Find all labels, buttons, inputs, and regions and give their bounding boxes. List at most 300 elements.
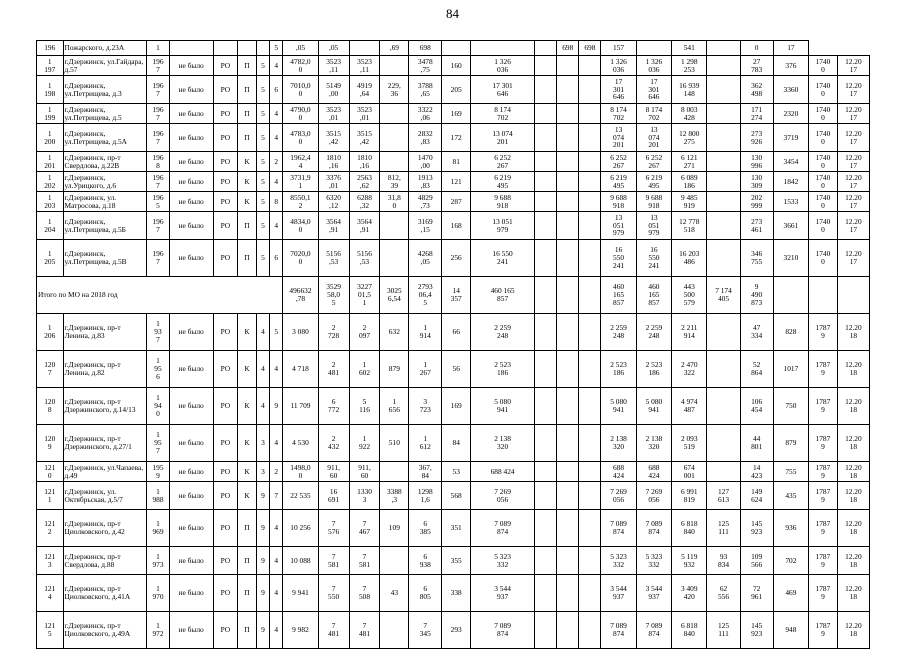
table-cell: 3169 ,15	[409, 212, 442, 240]
table-cell: 47 334	[740, 314, 773, 351]
table-cell: 9	[270, 388, 283, 425]
table-cell: 1787 9	[809, 547, 838, 575]
table-cell: 3523 ,01	[318, 104, 349, 124]
total-cell	[837, 277, 869, 314]
table-cell: 1 656	[380, 388, 409, 425]
table-cell: 4	[256, 388, 269, 425]
table-cell: 4	[270, 425, 283, 462]
table-cell: 120 9	[37, 425, 64, 462]
table-cell: 7 508	[349, 575, 380, 612]
table-row	[37, 240, 870, 277]
table-cell: 12.20 18	[837, 510, 869, 547]
address-cell: г.Дзержинск, ул. Октябрьская, д.5/7	[63, 482, 147, 510]
table-cell: 698	[579, 41, 601, 56]
table-cell	[535, 212, 557, 240]
table-cell	[579, 172, 601, 192]
table-cell: 7 089 874	[601, 612, 636, 649]
table-cell	[579, 314, 601, 351]
table-cell	[535, 547, 557, 575]
table-cell: 2 259 248	[471, 314, 535, 351]
table-row	[37, 41, 870, 56]
table-cell: 3661	[773, 212, 808, 240]
table-cell: 62 556	[707, 575, 740, 612]
table-cell: 568	[442, 482, 471, 510]
table-cell: не было	[169, 425, 213, 462]
table-cell: 27 783	[740, 56, 773, 76]
table-row	[37, 192, 870, 212]
table-cell: 1 326 036	[471, 56, 535, 76]
table-cell: 2 523 186	[601, 351, 636, 388]
table-cell	[380, 152, 409, 172]
table-cell: 7 345	[409, 612, 442, 649]
table-cell: 5 323 332	[636, 547, 671, 575]
table-cell: 196 5	[147, 192, 169, 212]
table-cell: К	[238, 462, 257, 482]
table-cell: 828	[773, 314, 808, 351]
table-cell: не было	[169, 462, 213, 482]
table-cell	[557, 104, 579, 124]
table-cell: 130 996	[740, 152, 773, 172]
address-cell: г.Дзержинск, ул.Петрищева, д.5Б	[63, 212, 147, 240]
table-cell: 5	[256, 240, 269, 277]
table-cell	[557, 314, 579, 351]
table-cell: 6 219 495	[471, 172, 535, 192]
table-cell: 121	[442, 172, 471, 192]
table-cell: 7 269 056	[636, 482, 671, 510]
table-cell: 3515 ,42	[349, 124, 380, 152]
table-cell: не было	[169, 152, 213, 172]
table-cell	[557, 425, 579, 462]
table-cell: 205	[442, 76, 471, 104]
table-cell: 12.20 18	[837, 351, 869, 388]
table-cell: 121 2	[37, 510, 64, 547]
table-cell: 6 219 495	[636, 172, 671, 192]
table-cell: 157	[601, 41, 636, 56]
table-cell: 10 256	[283, 510, 318, 547]
table-cell: 273 926	[740, 124, 773, 152]
total-cell: 460 165 857	[636, 277, 671, 314]
total-cell: 14 357	[442, 277, 471, 314]
table-cell: 541	[672, 41, 707, 56]
table-cell: 4	[270, 612, 283, 649]
table-cell: 14 423	[740, 462, 773, 482]
table-row	[37, 612, 870, 649]
table-cell: не было	[169, 314, 213, 351]
table-cell: 5	[256, 56, 269, 76]
table-cell: 5	[256, 212, 269, 240]
table-cell	[579, 152, 601, 172]
table-cell: 12.20 17	[837, 56, 869, 76]
table-cell	[557, 510, 579, 547]
table-cell: 121 4	[37, 575, 64, 612]
table-cell: 5	[256, 104, 269, 124]
table-cell: РО	[213, 124, 237, 152]
table-cell	[535, 482, 557, 510]
table-cell: 1740 0	[809, 104, 838, 124]
table-cell: 12.20 17	[837, 212, 869, 240]
table-cell: 5	[270, 41, 283, 56]
table-cell: К	[238, 314, 257, 351]
table-cell: 16 550 241	[601, 240, 636, 277]
table-cell: 2 093 519	[672, 425, 707, 462]
table-cell: 12.20 18	[837, 482, 869, 510]
total-cell: 9 490 873	[740, 277, 773, 314]
page-number: 84	[446, 6, 459, 21]
table-cell	[535, 124, 557, 152]
table-cell: П	[238, 547, 257, 575]
table-cell: 1533	[773, 192, 808, 212]
table-cell	[380, 612, 409, 649]
table-cell: 3 409 420	[672, 575, 707, 612]
table-cell	[380, 462, 409, 482]
table-cell: 1740 0	[809, 172, 838, 192]
table-cell: 7 581	[349, 547, 380, 575]
table-cell: 4	[270, 212, 283, 240]
table-cell: 171 274	[740, 104, 773, 124]
total-cell: 496632 ,78	[283, 277, 318, 314]
table-cell	[213, 41, 237, 56]
table-cell: 3564 ,91	[318, 212, 349, 240]
table-cell: 376	[773, 56, 808, 76]
table-cell: 4834,0 0	[283, 212, 318, 240]
table-cell: 9 982	[283, 612, 318, 649]
table-cell: 172	[442, 124, 471, 152]
table-cell: 8550,1 2	[283, 192, 318, 212]
table-cell: 3 544 937	[471, 575, 535, 612]
table-cell	[349, 41, 380, 56]
table-cell: 688 424	[636, 462, 671, 482]
table-cell: 4	[270, 547, 283, 575]
table-cell	[380, 56, 409, 76]
table-cell: 1 95 6	[147, 351, 169, 388]
table-cell: К	[238, 351, 257, 388]
table-cell	[557, 152, 579, 172]
table-cell: 12.20 18	[837, 547, 869, 575]
table-cell: 1787 9	[809, 388, 838, 425]
table-cell	[707, 425, 740, 462]
table-cell: 13 051 979	[471, 212, 535, 240]
table-cell: 160	[442, 56, 471, 76]
table-cell: 1 612	[409, 425, 442, 462]
table-cell: 1787 9	[809, 612, 838, 649]
table-cell: 6 121 271	[672, 152, 707, 172]
table-row	[37, 462, 870, 482]
table-cell	[579, 425, 601, 462]
table-cell: 1 201	[37, 152, 64, 172]
table-cell: 5 116	[349, 388, 380, 425]
table-cell	[707, 104, 740, 124]
table-cell: не было	[169, 612, 213, 649]
table-cell: 12 800 275	[672, 124, 707, 152]
table-cell: 12 778 518	[672, 212, 707, 240]
table-cell: 9 688 918	[636, 192, 671, 212]
table-cell	[380, 212, 409, 240]
table-cell: 7 467	[349, 510, 380, 547]
table-cell: РО	[213, 172, 237, 192]
table-cell: 3515 ,42	[318, 124, 349, 152]
table-cell: 2 523 186	[471, 351, 535, 388]
table-cell: 7 089 874	[636, 612, 671, 649]
table-cell: 66	[442, 314, 471, 351]
table-cell: не было	[169, 76, 213, 104]
table-cell: 1842	[773, 172, 808, 192]
table-cell: 6320 ,12	[318, 192, 349, 212]
total-row	[37, 277, 870, 314]
table-cell	[579, 575, 601, 612]
table-cell: 17 301 646	[601, 76, 636, 104]
table-cell: 9	[256, 510, 269, 547]
table-cell: 1 205	[37, 240, 64, 277]
total-cell: 3227 01,5 1	[349, 277, 380, 314]
table-cell: не было	[169, 575, 213, 612]
table-cell: К	[238, 482, 257, 510]
table-cell: К	[238, 425, 257, 462]
table-cell	[535, 76, 557, 104]
table-cell: 109	[380, 510, 409, 547]
table-cell: 4	[270, 172, 283, 192]
table-cell: 6 772	[318, 388, 349, 425]
table-cell: 169	[442, 388, 471, 425]
table-cell: 4	[270, 510, 283, 547]
table-cell: РО	[213, 510, 237, 547]
table-cell: 3 723	[409, 388, 442, 425]
table-cell: 3322 ,06	[409, 104, 442, 124]
table-cell: 4	[270, 575, 283, 612]
table-cell: 8 174 702	[601, 104, 636, 124]
table-cell: РО	[213, 482, 237, 510]
table-cell: 4 530	[283, 425, 318, 462]
table-cell: 1 199	[37, 104, 64, 124]
table-cell: 12.20 17	[837, 124, 869, 152]
table-cell: 12.20 18	[837, 612, 869, 649]
table-cell: 6 252 267	[471, 152, 535, 172]
table-cell: 4	[256, 351, 269, 388]
table-cell	[579, 388, 601, 425]
table-cell: 7 269 056	[471, 482, 535, 510]
table-cell: 6 219 495	[601, 172, 636, 192]
table-cell: 149 624	[740, 482, 773, 510]
table-cell	[707, 76, 740, 104]
table-cell: 4 718	[283, 351, 318, 388]
table-cell	[707, 351, 740, 388]
table-cell: ,69	[380, 41, 409, 56]
table-cell: 3	[256, 425, 269, 462]
table-cell: П	[238, 124, 257, 152]
table-cell: РО	[213, 547, 237, 575]
table-cell: 2 259 248	[636, 314, 671, 351]
table-cell: 273 461	[740, 212, 773, 240]
total-cell: 7 174 405	[707, 277, 740, 314]
table-cell: 145 923	[740, 612, 773, 649]
table-row	[37, 76, 870, 104]
table-cell: не было	[169, 240, 213, 277]
table-cell: 4268 ,05	[409, 240, 442, 277]
table-cell: 3360	[773, 76, 808, 104]
table-cell: 121 3	[37, 547, 64, 575]
table-cell: не было	[169, 104, 213, 124]
table-cell	[579, 76, 601, 104]
total-cell: 3529 58,0 5	[318, 277, 349, 314]
table-cell	[707, 56, 740, 76]
table-cell: 16 550 241	[471, 240, 535, 277]
table-cell: 3	[256, 462, 269, 482]
table-cell: 145 923	[740, 510, 773, 547]
table-cell	[707, 388, 740, 425]
table-cell: 12.20 18	[837, 314, 869, 351]
table-cell	[707, 41, 740, 56]
address-cell: г.Дзержинск, пр-т Ленина, д.83	[63, 314, 147, 351]
table-cell: не было	[169, 351, 213, 388]
table-cell: 1 206	[37, 314, 64, 351]
table-cell: РО	[213, 212, 237, 240]
table-cell	[535, 240, 557, 277]
table-cell: РО	[213, 104, 237, 124]
table-row	[37, 388, 870, 425]
table-cell: РО	[213, 152, 237, 172]
table-cell: 1 198	[37, 76, 64, 104]
table-cell: 127 613	[707, 482, 740, 510]
address-cell: г.Дзержинск, пр-т Дзержинского, д.27/1	[63, 425, 147, 462]
table-cell: 12.20 17	[837, 76, 869, 104]
table-cell: 13 051 979	[636, 212, 671, 240]
table-cell: 8	[270, 192, 283, 212]
total-cell	[579, 277, 601, 314]
table-cell: 1 203	[37, 192, 64, 212]
table-cell	[557, 56, 579, 76]
table-cell: П	[238, 76, 257, 104]
table-cell: ,05	[318, 41, 349, 56]
table-cell: 1498,0 0	[283, 462, 318, 482]
table-cell	[707, 462, 740, 482]
table-cell: 1	[147, 41, 169, 56]
table-cell: П	[238, 510, 257, 547]
table-cell	[169, 41, 213, 56]
table-cell: 3788 ,65	[409, 76, 442, 104]
table-cell: 1787 9	[809, 462, 838, 482]
table-cell: 6 252 267	[636, 152, 671, 172]
table-cell: 338	[442, 575, 471, 612]
table-cell: 3454	[773, 152, 808, 172]
table-cell: 22 535	[283, 482, 318, 510]
table-cell: 5156 ,53	[349, 240, 380, 277]
table-cell	[535, 388, 557, 425]
table-cell: 948	[773, 612, 808, 649]
table-row	[37, 547, 870, 575]
table-row	[37, 124, 870, 152]
table-cell: 6288 ,32	[349, 192, 380, 212]
table-cell: 1 969	[147, 510, 169, 547]
table-cell: 2 211 914	[672, 314, 707, 351]
table-cell: 1470 ,00	[409, 152, 442, 172]
table-row	[37, 56, 870, 76]
address-cell: г.Дзержинск, ул.Петрищева, д.5	[63, 104, 147, 124]
table-cell: 346 755	[740, 240, 773, 277]
table-cell: 812, 39	[380, 172, 409, 192]
table-cell	[707, 212, 740, 240]
table-cell	[557, 575, 579, 612]
table-cell: 125 111	[707, 612, 740, 649]
table-cell: РО	[213, 612, 237, 649]
table-cell: 1 204	[37, 212, 64, 240]
table-cell: 2832 ,83	[409, 124, 442, 152]
table-cell: 256	[442, 240, 471, 277]
table-cell: П	[238, 104, 257, 124]
table-cell: К	[238, 172, 257, 192]
table-cell: 56	[442, 351, 471, 388]
table-cell: 879	[380, 351, 409, 388]
table-row	[37, 351, 870, 388]
table-cell: 52 864	[740, 351, 773, 388]
table-cell: 4790,0 0	[283, 104, 318, 124]
table-cell: 16 203 486	[672, 240, 707, 277]
table-cell: 81	[442, 152, 471, 172]
table-cell: 106 454	[740, 388, 773, 425]
table-cell	[579, 212, 601, 240]
table-cell: не было	[169, 212, 213, 240]
table-cell: 202 999	[740, 192, 773, 212]
table-cell: РО	[213, 192, 237, 212]
table-cell	[535, 41, 557, 56]
table-cell	[579, 612, 601, 649]
table-cell: 6	[270, 76, 283, 104]
table-cell: П	[238, 612, 257, 649]
table-cell: П	[238, 575, 257, 612]
total-cell: 460 165 857	[471, 277, 535, 314]
table-cell: 12.20 18	[837, 388, 869, 425]
address-cell: г.Дзержинск, пр-т Циолковского, д.41А	[63, 575, 147, 612]
table-cell: 43	[380, 575, 409, 612]
address-cell: г.Дзержинск, ул.Петрищева, д.5В	[63, 240, 147, 277]
table-cell: 698	[557, 41, 579, 56]
table-cell: 1298 1,6	[409, 482, 442, 510]
table-cell: 2 523 186	[636, 351, 671, 388]
table-cell: 13 074 201	[636, 124, 671, 152]
table-cell	[557, 612, 579, 649]
table-cell	[579, 462, 601, 482]
table-cell: 2 728	[318, 314, 349, 351]
table-cell	[707, 172, 740, 192]
table-cell: 1962,4 4	[283, 152, 318, 172]
table-cell: 9 688 918	[601, 192, 636, 212]
table-cell: 287	[442, 192, 471, 212]
table-cell: 196 7	[147, 76, 169, 104]
table-cell: 121 0	[37, 462, 64, 482]
table-cell: 2 097	[349, 314, 380, 351]
address-cell: г.Дзержинск, ул. Матросова, д.18	[63, 192, 147, 212]
table-cell: 9	[256, 612, 269, 649]
table-cell: 12.20 17	[837, 104, 869, 124]
table-cell: 3564 ,91	[349, 212, 380, 240]
table-cell: 1740 0	[809, 76, 838, 104]
table-cell	[579, 56, 601, 76]
table-cell: 4782,0 0	[283, 56, 318, 76]
address-cell: г.Дзержинск, пр-т Свердлова, д.88	[63, 547, 147, 575]
table-cell: 355	[442, 547, 471, 575]
table-cell: 1 988	[147, 482, 169, 510]
table-cell	[707, 124, 740, 152]
table-cell: 1 972	[147, 612, 169, 649]
table-cell: 1330 3	[349, 482, 380, 510]
table-cell: 9 941	[283, 575, 318, 612]
table-cell: П	[238, 56, 257, 76]
table-cell: 3523 ,11	[349, 56, 380, 76]
table-cell	[535, 612, 557, 649]
table-cell: 1787 9	[809, 575, 838, 612]
table-cell	[557, 547, 579, 575]
table-cell: 6 385	[409, 510, 442, 547]
table-row	[37, 482, 870, 510]
table-row	[37, 172, 870, 192]
